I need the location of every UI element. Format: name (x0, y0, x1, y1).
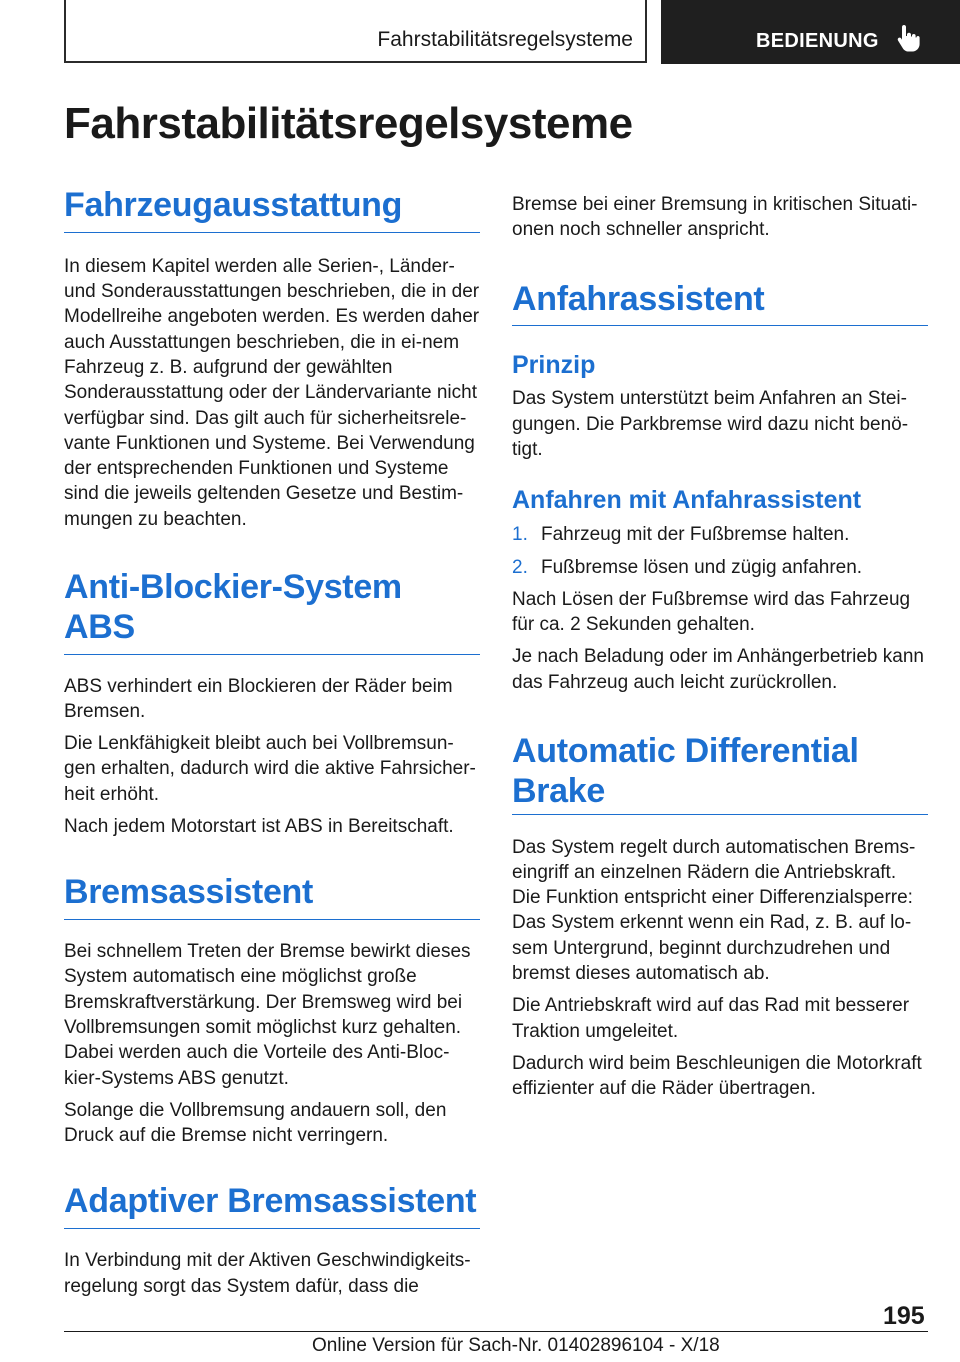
paragraph-adb-1: Das System regelt durch automatischen Brems-eingriff an einzelnen Rädern die Antriebskraft. Die Funktion entspricht einer Differenzialsperre: Das System erkennt wenn ein Rad, z. B. auf lo-sem Untergrund, beginnt durchzudrehen und bremst dieses automatisch ab. (512, 836, 916, 985)
heading-adaptiver-bremsassistent: Adaptiver Bremsassistent (64, 1182, 480, 1229)
subheading-anfahren-mit-anfahrassistent: Anfahren mit Anfahrassistent (512, 486, 862, 515)
heading-bremsassistent: Bremsassistent (64, 873, 480, 920)
pointing-hand-icon (893, 24, 923, 54)
subheading-prinzip: Prinzip (512, 351, 596, 380)
heading-automatic-differential-brake: Automatic Differential Brake (512, 732, 859, 810)
step-number: 2. (512, 556, 528, 578)
footer-online-version: Online Version für Sach-Nr. 01402896104 - X/18 (312, 1335, 720, 1356)
paragraph-bremsassistent-2: Solange die Vollbremsung andauern soll, den Druck auf die Bremse nicht verringern. (64, 1099, 447, 1147)
left-column (64, 186, 480, 1299)
section-header-tab (661, 0, 960, 64)
chapter-header-title: Fahrstabilitätsregelsysteme (377, 28, 633, 51)
paragraph-abs-1: ABS verhindert ein Blockieren der Räder beim Bremsen. (64, 675, 453, 722)
step-text: Fußbremse lösen und zügig anfahren. (541, 556, 863, 578)
paragraph-adb-2: Die Antriebskraft wird auf das Rad mit besserer Traktion umgeleitet. (512, 995, 910, 1042)
heading-underline (512, 814, 928, 815)
step-number: 1. (512, 524, 528, 546)
paragraph-abs-3: Nach jedem Motorstart ist ABS in Bereitschaft. (64, 816, 454, 838)
paragraph-bremsassistent-1: Bei schnellem Treten der Bremse bewirkt dieses System automatisch eine möglichst große Bremskraftverstärkung. Der Bremsweg wird bei Vollbremsungen somit möglichst kurz gehalten. Dabei werden auch die Vorteile des Anti-Bloc-kier-Systems ABS genutzt. (64, 941, 471, 1089)
right-column (512, 192, 928, 1102)
page-number: 195 (883, 1302, 925, 1330)
paragraph-adaptiver-continued: Bremse bei einer Bremsung in kritischen Situati-onen noch schneller anspricht. (512, 194, 918, 241)
chapter-header-box (64, 0, 647, 63)
list-item (512, 522, 928, 547)
paragraph-abs-2: Die Lenkfähigkeit bleibt auch bei Vollbremsun-gen erhalten, dadurch wird die aktive Fahrsicher-heit erhöht. (64, 733, 476, 805)
heading-abs: Anti-Blockier-System ABS (64, 568, 480, 655)
list-item (512, 555, 928, 580)
paragraph-adaptiver-1: In Verbindung mit der Aktiven Geschwindigkeits-regelung sorgt das System dafür, dass die (64, 1250, 471, 1297)
steps-list (512, 522, 928, 580)
step-text: Fahrzeug mit der Fußbremse halten. (541, 524, 850, 546)
paragraph-fahrzeugausstattung: In diesem Kapitel werden alle Serien-, Länder- und Sonderausstattungen beschrieben, die in der Modellreihe angeboten werden. Es werden daher auch Ausstattungen beschrieben, die in ei-nem Fahrzeug z. B. aufgrund der gewählten Sonderausstattung oder der Ländervariante nicht verfügbar sind. Das gilt auch für sicherheitsrele-vante Funktionen und Systeme. Bei Verwendung der entsprechenden Funktionen und Systeme sind die jeweils geltenden Gesetze und Bestim-mungen zu beachten. (64, 255, 480, 530)
paragraph-anfahren-2: Je nach Beladung oder im Anhängerbetrieb kann das Fahrzeug auch leicht zurückrollen. (512, 646, 924, 693)
paragraph-anfahren-1: Nach Lösen der Fußbremse wird das Fahrzeug für ca. 2 Sekunden gehalten. (512, 588, 911, 636)
footer-divider (64, 1331, 928, 1332)
page-title: Fahrstabilitätsregelsysteme (64, 99, 633, 148)
section-header-label: BEDIENUNG (756, 30, 879, 52)
heading-anfahrassistent: Anfahrassistent (512, 280, 928, 327)
paragraph-adb-3: Dadurch wird beim Beschleunigen die Motorkraft effizienter auf die Räder übertragen. (512, 1052, 922, 1100)
heading-fahrzeugausstattung: Fahrzeugausstattung (64, 186, 480, 233)
paragraph-prinzip: Das System unterstützt beim Anfahren an Stei-gungen. Die Parkbremse wird dazu nicht benö-tigt. (512, 388, 909, 460)
